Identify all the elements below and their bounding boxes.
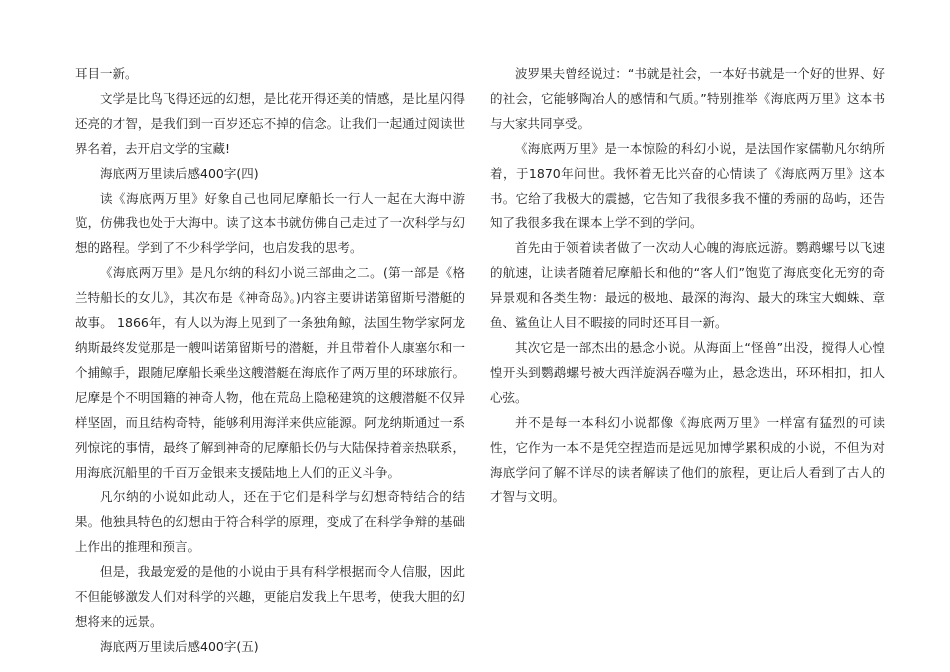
paragraph: 其次它是一部杰出的悬念小说。从海面上“怪兽”出没，搅得人心惶惶开头到鹦鹉螺号被大西洋旋涡吞噬为止，悬念迭出，环环相扣，扣人心弦。 [490, 339, 885, 405]
section-heading: 海底两万里读后感400字(四) [100, 165, 259, 181]
right-column [490, 62, 885, 510]
paragraph: 但是，我最宠爱的是他的小说由于具有科学根据而令人信服，因此不但能够激发人们对科学的兴趣，更能启发我上午思考，使我大胆的幻想将来的远景。 [75, 564, 465, 629]
paragraph: 波罗果夫曾经说过：“书就是社会，一本好书就是一个好的世界、好的社会，它能够陶冶人的感情和气质。”特别推举《海底两万里》这本书与大家共同享受。 [490, 66, 885, 131]
paragraph: 并不是每一本科幻小说都像《海底两万里》一样富有猛烈的可读性，它作为一本不是凭空捏造而是远见加博学累积成的小说，不但为对海底学问了解不详尽的读者解读了他们的旅程，更让后人看到了古人的才智与文明。 [490, 414, 885, 505]
paragraph: 文学是比鸟飞得还远的幻想，是比花开得还美的情感，是比星闪得还亮的才智，是我们到一百岁还忘不掉的信念。让我们一起通过阅读世界名着，去开启文学的宝藏! [75, 90, 465, 156]
left-column [75, 62, 465, 660]
section-heading: 海底两万里读后感400字(五) [100, 638, 259, 654]
paragraph: 凡尔纳的小说如此动人，还在于它们是科学与幻想奇特结合的结果。他独具特色的幻想由于符合科学的原理，变成了在科学争辩的基础上作出的推理和预言。 [75, 489, 465, 555]
paragraph: 读《海底两万里》好象自己也同尼摩船长一行人一起在大海中游览，仿佛我也处于大海中。读了这本书就仿佛自己走过了一次科学与幻想的路程。学到了不少科学学问，也启发我的思考。 [75, 190, 465, 256]
paragraph: 首先由于领着读者做了一次动人心魄的海底远游。鹦鹉螺号以飞速的航速，让读者随着尼摩船长和他的“客人们”饱览了海底变化无穷的奇异景观和各类生物：最远的极地、最深的海沟、最大的珠宝大蜘蛛、章鱼、鲨鱼让人目不暇接的同时还耳目一新。 [490, 240, 885, 331]
paragraph: 耳目一新。 [75, 66, 138, 81]
paragraph: 《海底两万里》是凡尔纳的科幻小说三部曲之二。(第一部是《格兰特船长的女儿》，其次布是《神奇岛》。)内容主要讲诺第留斯号潜艇的故事。 1866年，有人以为海上见到了一条独角鲸，法国生物学家阿龙纳斯最终发觉那是一艘叫诺第留斯号的潜艇，并且带着仆人康塞尔和一个捕鲸手，跟随尼摩船长乘坐这艘潜艇在海底作了两万里的环球旅行。尼摩是个不明国籍的神奇人物，他在荒岛上隐秘建筑的这艘潜艇不仅异样坚固，而且结构奇特，能够利用海洋来供应能源。阿龙纳斯通过一系列惊诧的事情，最终了解到神奇的尼摩船长仍与大陆保持着亲热联系，用海底沉船里的千百万金银来支援陆地上人们的正义斗争。 [75, 265, 465, 480]
paragraph: 《海底两万里》是一本惊险的科幻小说，是法国作家儒勒凡尔纳所着，于1870年问世。我怀着无比兴奋的心情读了《海底两万里》这本书。它给了我极大的震撼，它告知了我很多我不懂的秀丽的岛屿，还告知了我很多我在课本上学不到的学问。 [490, 140, 885, 231]
